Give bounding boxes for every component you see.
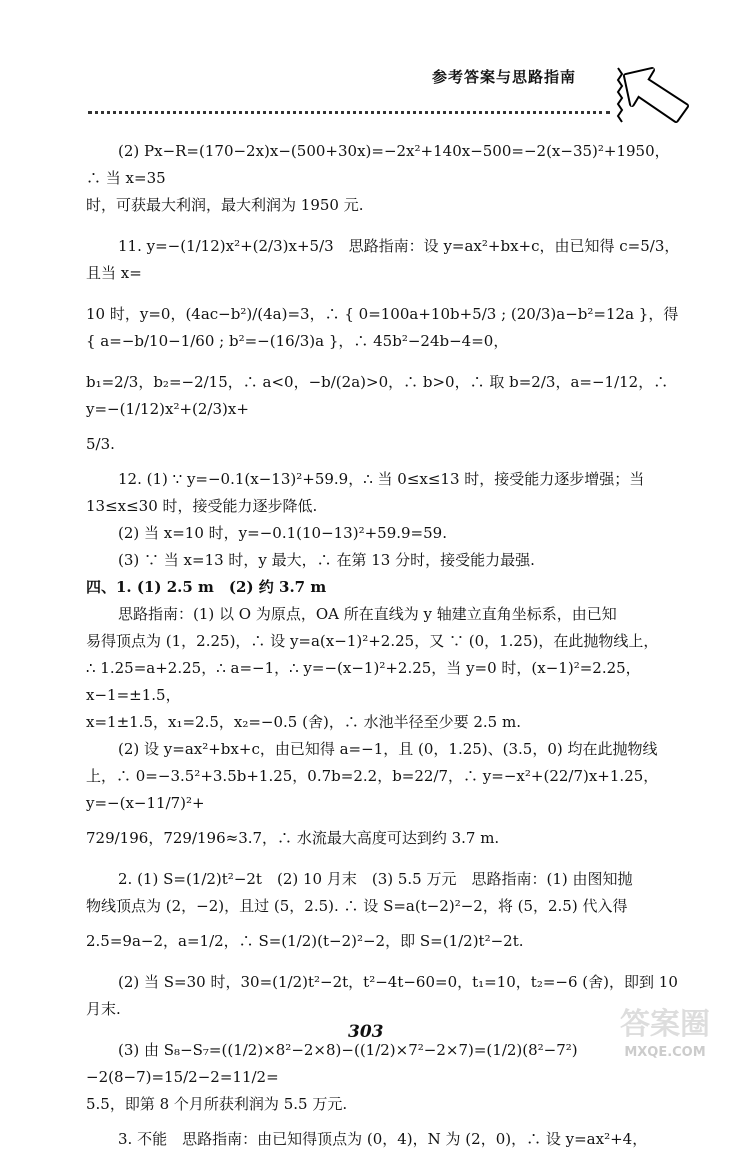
text-line: ∴ 1.25=a+2.25，∴ a=−1，∴ y=−(x−1)²+2.25，当 y=0 时，(x−1)²=2.25，x−1=±1.5， (86, 659, 641, 704)
text-line: (3) ∵ 当 x=13 时，y 最大，∴ 在第 13 分时，接受能力最强. (118, 551, 535, 569)
watermark-url: MXQE.COM (624, 1045, 706, 1060)
text-line: 物线顶点为 (2，−2)，且过 (5，2.5). ∴ 设 S=a(t−2)²−2，将 (5，2.5) 代入得 (86, 897, 628, 915)
text-line: 5/3. (86, 435, 115, 453)
text-line: 2.5=9a−2，a=1/2，∴ S=(1/2)(t−2)²−2，即 S=(1/2)t²−2t. (86, 932, 524, 950)
text-line: 12. (1) ∵ y=−0.1(x−13)²+59.9，∴ 当 0≤x≤13 时，接受能力逐步增强；当 (118, 470, 645, 488)
text-line: 思路指南：(1) 以 O 为原点，OA 所在直线为 y 轴建立直角坐标系，由已知 (118, 605, 617, 623)
text-line: b₁=2/3，b₂=−2/15，∴ a<0，−b/(2a)>0，∴ b>0，∴ 取 b=2/3，a=−1/12，∴ y=−(1/12)x²+(2/3)x+ (86, 373, 669, 418)
header-divider (88, 111, 610, 114)
text-line: x=1±1.5，x₁=2.5，x₂=−0.5 (舍)，∴ 水池半径至少要 2.5 m. (86, 713, 521, 731)
watermark-logo (620, 1008, 710, 1064)
text-line: 729/196，729/196≈3.7，∴ 水流最大高度可达到约 3.7 m. (86, 829, 500, 847)
text-line: 5.5，即第 8 个月所获利润为 5.5 万元. (86, 1095, 348, 1113)
text-line: (3) 由 S₈−S₇=((1/2)×8²−2×8)−((1/2)×7²−2×7)=(1/2)(8²−7²)−2(8−7)=15/2−2=11/2= (86, 1041, 578, 1086)
page-number: 303 (348, 1022, 384, 1042)
arrow-icon (612, 66, 692, 128)
section-heading: 四、1. (1) 2.5 m (2) 约 3.7 m (86, 578, 327, 596)
text-line: 时，可获最大利润，最大利润为 1950 元. (86, 196, 364, 214)
text-line: 3. 不能 思路指南：由已知得顶点为 (0，4)，N 为 (2，0)，∴ 设 y=ax²+4， (118, 1130, 648, 1148)
text-line: (2) Px−R=(170−2x)x−(500+30x)=−2x²+140x−500=−2(x−35)²+1950，∴ 当 x=35 (86, 142, 670, 187)
text-line: 11. y=−(1/12)x²+(2/3)x+5/3 思路指南：设 y=ax²+bx+c，由已知得 c=5/3，且当 x= (86, 237, 680, 282)
text-line: 2. (1) S=(1/2)t²−2t (2) 10 月末 (3) 5.5 万元 思路指南：(1) 由图知抛 (118, 870, 633, 888)
text-line: (2) 当 x=10 时，y=−0.1(10−13)²+59.9=59. (118, 524, 447, 542)
text-line: 上，∴ 0=−3.5²+3.5b+1.25，0.7b=2.2，b=22/7，∴ y=−x²+(22/7)x+1.25，y=−(x−11/7)²+ (86, 767, 659, 812)
text-line: 13≤x≤30 时，接受能力逐步降低. (86, 497, 318, 515)
watermark-text: 答案圈 (620, 1007, 710, 1042)
text-line: (2) 当 S=30 时，30=(1/2)t²−2t，t²−4t−60=0，t₁=10，t₂=−6 (舍)，即到 10 月末. (86, 973, 678, 1018)
text-line: 易得顶点为 (1，2.25)，∴ 设 y=a(x−1)²+2.25，又 ∵ (0，1.25)，在此抛物线上， (86, 632, 659, 650)
header-title: 参考答案与思路指南 (432, 68, 577, 86)
text-line: (2) 设 y=ax²+bx+c，由已知得 a=−1，且 (0，1.25)、(3.5，0) 均在此抛物线 (118, 740, 658, 758)
text-line: 10 时，y=0，(4ac−b²)/(4a)=3，∴ { 0=100a+10b+5/3 ; (20/3)a−b²=12a }，得 { a=−b/10−1/60 ; b²=−(16/3)a }，∴ 45b²−24b−4=0， (86, 305, 679, 350)
answer-content (86, 138, 680, 1153)
